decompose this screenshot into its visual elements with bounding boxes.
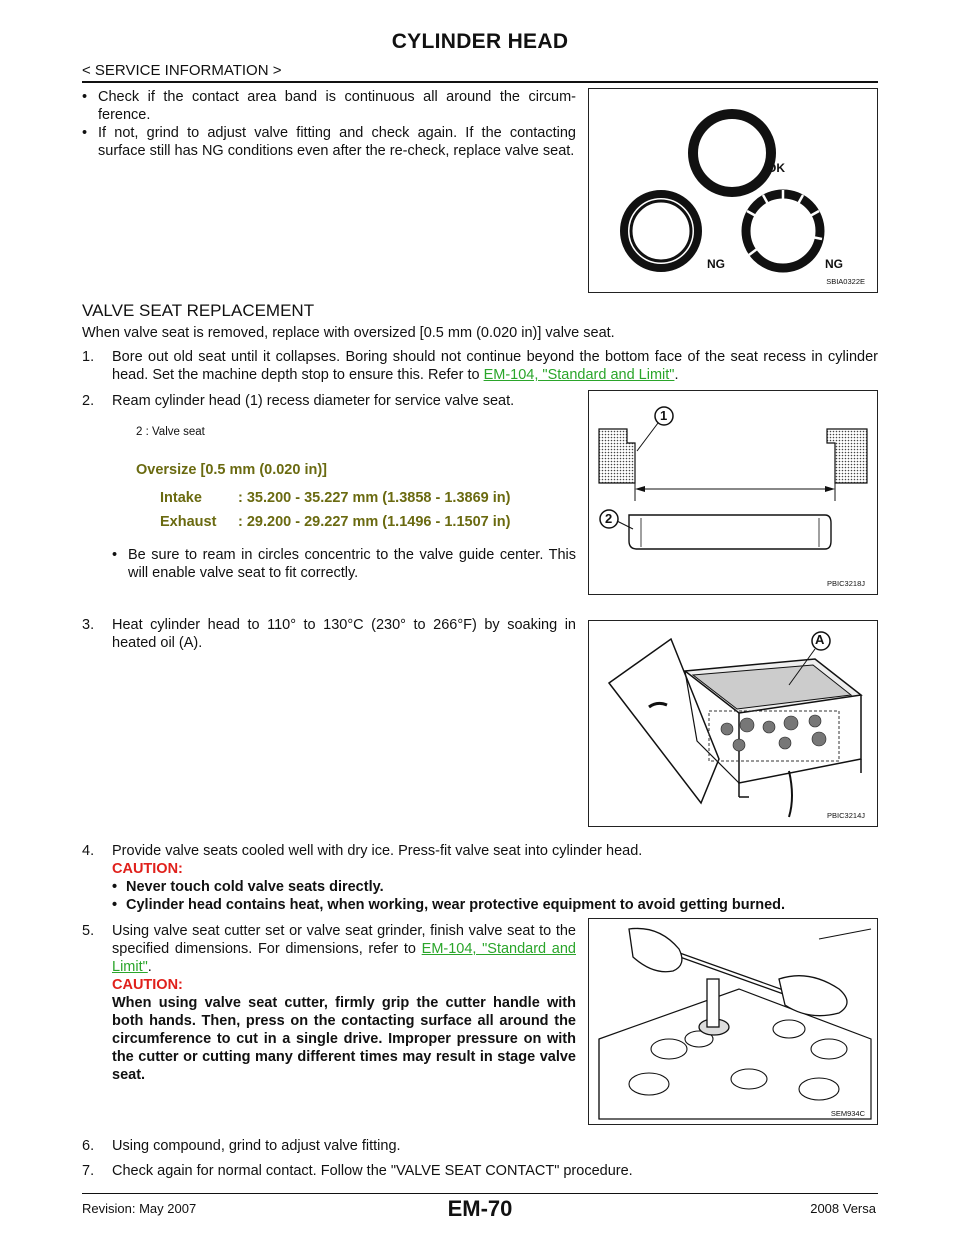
step-number: 3. [82,617,95,633]
step-7 [82,1162,878,1180]
section-breadcrumb: < SERVICE INFORMATION > [82,62,282,79]
step-number: 1. [82,349,95,365]
step-6 [82,1137,878,1155]
caution-label: CAUTION: [112,977,183,993]
step-1-text: Bore out old seat until it collapses. Boring should not continue beyond the bottom face of the seat recess in cylinder head. Set the machine depth stop to ensure this. Refer to [112,349,878,383]
model-year: 2008 Versa [810,1201,876,1216]
step-6-text: Using compound, grind to adjust valve fitting. [112,1138,401,1154]
callout-1: 1 [660,408,668,423]
bullet-icon: • [112,879,118,895]
step-2-text: Ream cylinder head (1) recess diameter for service valve seat. [112,393,515,409]
step-2 [82,392,576,410]
step-3 [82,616,576,652]
figure-valve-seat-cutter [588,918,878,1125]
figure-id: PBIC3214J [827,811,865,820]
bullet-text: Be sure to ream in circles concentric to the valve guide center. This will enable valve seat to fit correctly. [128,547,576,581]
caution-label: CAUTION: [112,861,183,877]
step-5-period: . [147,959,152,975]
oversize-title: Oversize [0.5 mm (0.020 in)] [136,462,327,478]
step-number: 2. [82,393,95,409]
step-number: 6. [82,1138,95,1154]
bullet-item [82,88,576,124]
caution-bullet [112,896,785,914]
step-2-bullet [112,546,576,582]
page-title: CYLINDER HEAD [391,30,569,53]
step-5 [82,922,576,1084]
spec-value: : 29.200 - 29.227 mm (1.1496 - 1.1507 in) [238,514,511,530]
spec-row-exhaust [160,510,518,534]
intro-text: When valve seat is removed, replace with oversized [0.5 mm (0.020 in)] valve seat. [82,325,615,341]
bullet-icon: • [82,89,88,105]
header-rule [82,81,878,83]
footer-rule [82,1193,878,1194]
step-5-text: Using valve seat cutter set or valve seat grinder, finish valve seat to the specified dimensions. For dimensions, refer to [112,923,576,957]
label-ng-left: NG [707,257,725,271]
figure-recess-diagram [588,390,878,595]
step-number: 7. [82,1163,95,1179]
step-4-body [112,842,785,914]
label-ok: OK [767,161,785,175]
figure-oil-bath [588,620,878,827]
oversize-spec-table [160,486,518,534]
recess-illustration [589,391,877,594]
callout-2: 2 [605,511,613,526]
step-number: 5. [82,923,95,939]
link-standard-and-limit[interactable]: EM-104, "Standard and Limit" [112,941,576,975]
figure-id: PBIC3218J [827,579,865,588]
step-3-text: Heat cylinder head to 110° to 130°C (230° to 266°F) by soaking in heated oil (A). [112,617,576,651]
step-number: 4. [82,843,95,859]
caution-text: When using valve seat cutter, firmly grip the cutter handle with both hands. Then, press on the contacting surface all around the circumference to cut in a single drive. Improper pressure on with the cutter or cutting many different times may result in stage valve seat. [112,995,576,1083]
valve-seat-cutter-illustration [589,919,877,1124]
bullet-text: If not, grind to adjust valve fitting and check again. If the contacting surface still has NG conditions even after the re-check, replace valve seat. [98,125,576,159]
caution-text: Cylinder head contains heat, when working, wear protective equipment to avoid getting burned. [126,897,786,913]
bullet-icon: • [112,547,118,563]
label-ng-right: NG [825,257,843,271]
step-4 [82,842,878,914]
revision-date: Revision: May 2007 [82,1201,197,1216]
figure-id: SBIA0322E [826,277,865,286]
caution-bullet [112,878,785,896]
callout-a: A [815,632,825,647]
figure-contact-rings [588,88,878,293]
bullet-icon: • [112,897,118,913]
step-1 [82,348,878,384]
bullet-icon: • [82,125,88,141]
spec-label: Intake [160,490,202,506]
oil-bath-illustration [589,621,877,826]
step-7-text: Check again for normal contact. Follow the "VALVE SEAT CONTACT" procedure. [112,1163,633,1179]
spec-row-intake [160,486,518,510]
section-heading: VALVE SEAT REPLACEMENT [82,301,315,320]
step-5-body [112,922,576,1084]
spec-value: : 35.200 - 35.227 mm (1.3858 - 1.3869 in) [238,490,511,506]
spec-label: Exhaust [160,514,217,530]
bullet-item [82,124,576,160]
step-4-text: Provide valve seats cooled well with dry ice. Press-fit valve seat into cylinder head. [112,843,643,859]
bullet-text: Check if the contact area band is continuous all around the circum-ference. [98,89,576,123]
figure-id: SEM934C [830,1109,865,1118]
page-number: EM-70 [447,1196,513,1221]
contact-bullets [82,88,576,160]
step-1-period: . [674,367,679,383]
legend-valve-seat: 2 : Valve seat [136,426,205,438]
caution-text: Never touch cold valve seats directly. [126,879,384,895]
link-standard-and-limit[interactable]: EM-104, "Standard and Limit" [483,367,675,383]
step-text [112,348,878,384]
